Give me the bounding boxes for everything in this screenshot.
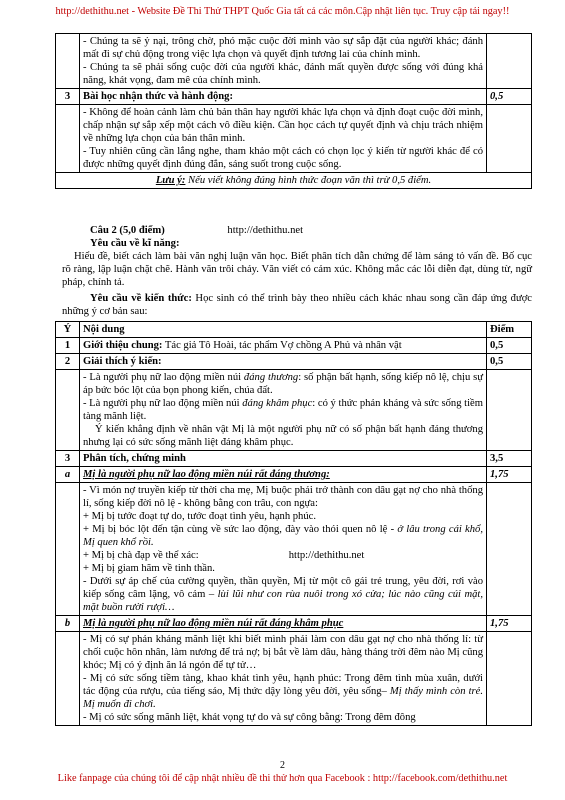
row-number-cell: a	[56, 467, 80, 483]
content-cell	[80, 34, 487, 89]
row-title-cell: Phân tích, chứng minh	[80, 451, 487, 467]
question-header	[62, 224, 532, 237]
row-number-cell	[56, 105, 80, 173]
question-title: Câu 2 (5,0 điểm)	[90, 225, 165, 236]
header-banner[interactable]: http://dethithu.net - Website Đề Thi Thử THPT Quốc Gia tất cả các môn.Cập nhật liên tục. Truy cập tải ngay!!	[55, 6, 510, 17]
site-link[interactable]: http://dethithu.net	[288, 550, 365, 561]
skill-paragraph	[62, 250, 532, 289]
paragraph: Ý kiến khẳng định về nhân vật Mị là một người phụ nữ có số phận bất hạnh đáng thương nhưng lại có sức sống mãnh liệt đáng khâm phục.	[83, 424, 483, 448]
table-row	[56, 467, 532, 483]
paragraph: - Không để hoàn cảnh làm chủ bản thân hay người khác lựa chọn và định đoạt cuộc đời mình, chấp nhận sự sắp xếp một cách vô điều kiện. Cần học cách tự quyết định và chịu trách nhiệm về những lựa chọn của bản thân mình.	[83, 107, 483, 144]
content-cell	[80, 338, 487, 354]
score-cell	[487, 370, 532, 451]
table-row	[56, 632, 532, 726]
table-header-row	[56, 322, 532, 338]
score-cell: 1,75	[487, 467, 532, 483]
note-label: Lưu ý:	[155, 175, 186, 186]
score-cell: 0,5	[487, 89, 532, 105]
column-header: Nội dung	[80, 322, 487, 338]
table-row	[56, 451, 532, 467]
content-cell: - Là người phụ nữ lao động miền núi đáng thương: số phận bất hạnh, sống kiếp nô lệ, chịu sự áp bức bóc lột của bọn phong kiến, chúa đất. - Là người phụ nữ lao động miền núi đáng khâm phục: có ý thức phản kháng và sức sống tiềm tàng mãnh liệt. Ý kiến khẳng định về nhân vật Mị là một người phụ nữ có số phận bất hạnh đáng thương nhưng lại có sức sống mãnh liệt đáng khâm phục.	[80, 370, 487, 451]
answer-table-part1	[55, 33, 532, 189]
row-title-cell: Giải thích ý kiến:	[80, 354, 487, 370]
score-cell: 0,5	[487, 338, 532, 354]
content-cell: - Vì món nợ truyền kiếp từ thời cha mẹ, Mị buộc phải trở thành con dâu gạt nợ cho nhà thống lí, sống kiếp đời nô lệ - không bằng con trâu, con ngựa: + Mị bị tước đoạt tự do, tước đoạt tình yêu, hạnh phúc. + Mị bị bóc lột đến tận cùng về sức lao động, đày vào thói quen nô lệ - ở lâu trong cái khổ, Mị quen khổ rồi. + Mị bị chà đạp về thể xác: http://dethithu.net + Mị bị giam hãm về tinh thần. - Dưới sự áp chế của cường quyền, thần quyền, Mị từ một cô gái trẻ trung, yêu đời, rơi vào kiếp sống câm lặng, vô cảm – lùi lũi như con rùa nuôi trong xó cửa; lúc nào cũng cúi mặt, mặt buồn rười rượi…	[80, 483, 487, 616]
row-number-cell	[56, 34, 80, 89]
skill-title: Yêu cầu về kĩ năng:	[90, 238, 180, 249]
score-cell	[487, 632, 532, 726]
paragraph: - Chúng ta sẽ phải sống cuộc đời của người khác, đánh mất quyền được sống với đúng khả năng, khát vọng, đam mê của chính mình.	[83, 62, 483, 86]
site-link[interactable]: http://dethithu.net	[227, 225, 304, 236]
note-cell	[56, 173, 532, 189]
column-header: Ý	[56, 322, 80, 338]
score-cell: 0,5	[487, 354, 532, 370]
table-row	[56, 370, 532, 451]
row-title: Giới thiệu chung:	[83, 340, 163, 351]
page-number: 2	[280, 760, 285, 771]
row-number-cell: 1	[56, 338, 80, 354]
score-cell	[487, 34, 532, 89]
table-row	[56, 483, 532, 616]
knowledge-text: Học sinh có thể trình bày theo nhiều cách khác nhau song cần đáp ứng được những ý cơ bản sau:	[62, 293, 532, 317]
row-number-cell	[56, 483, 80, 616]
table-row	[56, 616, 532, 632]
score-cell	[487, 483, 532, 616]
score-cell: 3,5	[487, 451, 532, 467]
note-text: Nếu viết không đúng hình thức đoạn văn thì trừ 0,5 điểm.	[185, 175, 432, 186]
paragraph: - Chúng ta sẽ ỷ nại, trông chờ, phó mặc cuộc đời mình vào sự sắp đặt của người khác; đánh mất đi sự chủ động trong việc lựa chọn và quyết định tương lai của chính mình.	[83, 36, 483, 60]
table-row	[56, 89, 532, 105]
content-cell: - Mị có sự phản kháng mãnh liệt khi biết mình phải làm con dâu gạt nợ cho nhà thống lí: từ chối cuộc hôn nhân, làm nương để trả nợ; bị bắt về làm dâu, hàng tháng trời đêm nào Mị cũng khóc; Mị có ý định ăn lá ngón để tự tử… - Mị có sức sống tiềm tàng, khao khát tình yêu, hạnh phúc: Trong đêm tình mùa xuân, dưới tác động của rượu, của tiếng sáo, Mị thức dậy lòng yêu đời, yêu sống– Mị thấy mình còn trẻ. Mị muốn đi chơi. - Mị có sức sống mãnh liệt, khát vọng tự do và sự công bằng: Trong đêm đông	[80, 632, 487, 726]
answer-table-part2	[55, 321, 532, 726]
row-number-cell: 3	[56, 89, 80, 105]
row-number-cell: b	[56, 616, 80, 632]
table-row	[56, 105, 532, 173]
score-cell: 1,75	[487, 616, 532, 632]
knowledge-paragraph	[62, 292, 532, 318]
row-number-cell	[56, 632, 80, 726]
paragraph: Hiểu đề, biết cách làm bài văn nghị luận văn học. Biết phân tích dẫn chứng để làm sáng tỏ vấn đề. Bố cục rõ ràng, lập luận chặt chẽ. Hành văn trôi chảy. Văn viết có cảm xúc. Không mắc các lỗi diễn đạt, dùng từ, ngữ pháp, chính tả.	[62, 251, 532, 288]
table-row	[56, 173, 532, 189]
row-text: Tác giả Tô Hoài, tác phẩm Vợ chồng A Phủ và nhân vật	[162, 340, 402, 351]
column-header: Điểm	[487, 322, 532, 338]
footer-banner[interactable]: Like fanpage của chúng tôi để cập nhật nhiều đề thi thử hơn qua Facebook : http://facebook.com/dethithu.net	[57, 773, 508, 784]
paragraph: - Tuy nhiên cũng cần lắng nghe, tham khảo một cách có chọn lọc ý kiến từ người khác để có được những quyết định đúng đắn, sáng suốt trong cuộc sống.	[83, 146, 483, 170]
row-number-cell: 3	[56, 451, 80, 467]
content-cell	[80, 105, 487, 173]
table-row	[56, 338, 532, 354]
row-title-cell: Mị là người phụ nữ lao động miền núi rất đáng thương:	[80, 467, 487, 483]
row-number-cell: 2	[56, 354, 80, 370]
score-cell	[487, 105, 532, 173]
knowledge-title: Yêu cầu về kiến thức:	[90, 293, 192, 304]
row-number-cell	[56, 370, 80, 451]
table-row	[56, 34, 532, 89]
row-title-cell: Bài học nhận thức và hành động:	[80, 89, 487, 105]
row-title-cell: Mị là người phụ nữ lao động miền núi rất đáng khâm phục	[80, 616, 487, 632]
table-row	[56, 354, 532, 370]
